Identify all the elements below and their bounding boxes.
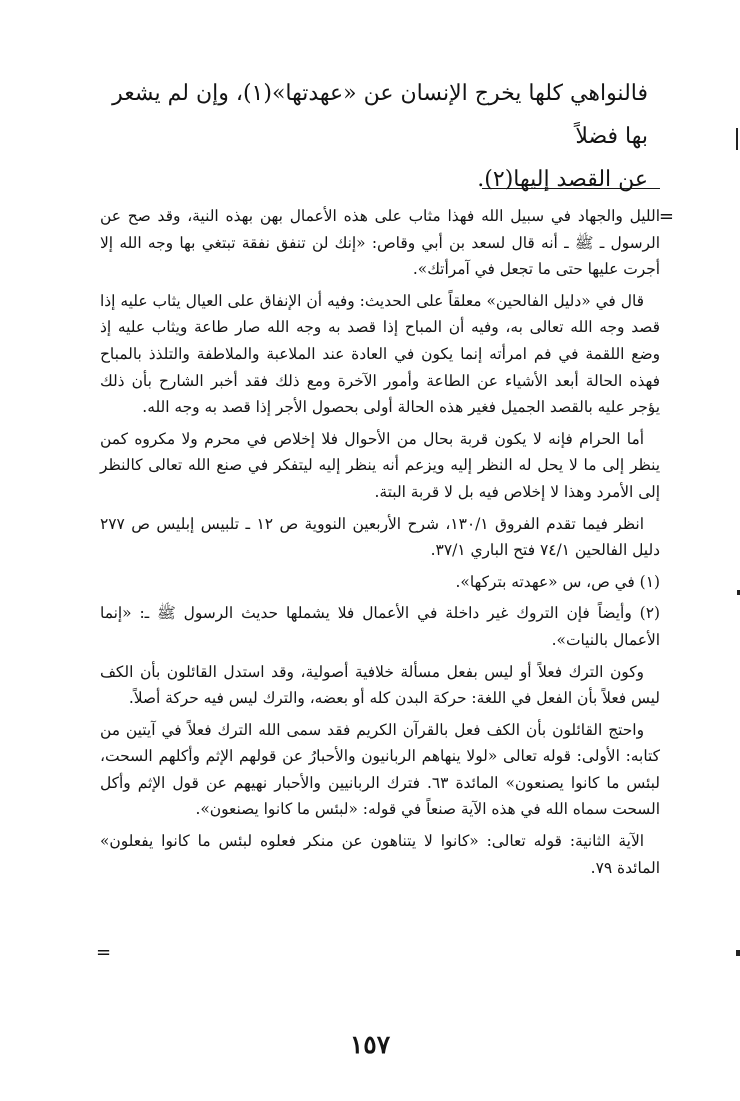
main-text-line-1: فالنواهي كلها يخرج الإنسان عن «عهدتها»(١)، وإن لم يشعر بها فضلاً <box>112 81 648 149</box>
footnote-continuation: الليل والجهاد في سبيل الله فهذا مثاب على هذه الأعمال بهن بهذه النية، وقد صح عن الرسول ـ ﷺ ـ أنه قال لسعد بن أبي وقاص: «إنك لن تنفق نفقة تبتغي بها وجه الله إلا أجرت عليها حتى ما تجعل في آمرأتك». <box>100 207 660 279</box>
footnote-separator <box>482 188 660 189</box>
footnote-2-second-verse: الآية الثانية: قوله تعالى: «كانوا لا يتناهون عن منكر فعلوه لبئس ما كانوا يفعلون» المائدة ٧٩. <box>100 832 660 877</box>
main-text-line-2: عن القصد إليها(٢). <box>477 167 648 192</box>
footnote-2-ihtajja-paragraph: واحتج القائلون بأن الكف فعل بالقرآن الكريم فقد سمى الله الترك فعلاً في آيتين من كتابه: الأولى: قوله تعالى «لولا ينهاهم الربانيون والأحبارُ عن قولهم الإثم وأكلهم السحت، لبئس ما كانوا يصنعون» المائدة ٦٣. فترك الربانيين والأحبار نهيهم عن قول الإثم وأكل السحت سماه الله في هذه الآية صنعاً في قوله: «لبئس ما كانوا يصنعون». <box>100 720 660 819</box>
footnotes-area <box>100 203 660 886</box>
footnote-dalil-paragraph: قال في «دليل الفالحين» معلقاً على الحديث: وفيه أن الإنفاق على العيال يثاب عليه إذا قصد وجه الله تعالى به، وفيه أن المباح إذا قصد به وجه الله صار طاعة ويثاب عليه إذ وضع اللقمة في فم امرأته إنما يكون في العادة عند الملاعبة والملاطفة والتلذذ بالمباح فهذه الحالة أبعد الأشياء عن الطاعة وأمور الآخرة ومع ذلك فقد أخبر الشارح بأن ذلك يؤجر عليه بالقصد الجميل فغير هذه الحالة أولى بحصول الأجر إذا قصد به وجه الله. <box>100 291 660 417</box>
footnote-2: (٢) وأيضاً فإن التروك غير داخلة في الأعمال فلا يشملها حديث الرسول ﷺ ـ: «إنما الأعمال بالنيات». <box>100 604 660 649</box>
page-edge-mark-right <box>736 128 738 150</box>
page-edge-mark-dot-2 <box>736 950 740 956</box>
footnote-1: (١) في ص، س «عهدته بتركها». <box>455 572 660 591</box>
main-body-text <box>85 72 648 201</box>
continuation-marker: = <box>658 206 674 227</box>
end-continuation-marker: = <box>96 942 112 963</box>
footnote-2-kaff-paragraph: وكون الترك فعلاً أو ليس بفعل مسألة خلافية أصولية، وقد استدل القائلون بأن الكف ليس فعلاً بأن الفعل في اللغة: حركة البدن كله أو بعضه، والترك ليس فيه حركة أصلاً. <box>100 662 660 708</box>
footnote-haram-paragraph: أما الحرام فإنه لا يكون قربة بحال من الأحوال فلا إخلاص في محرم ولا مكروه كمن ينظر إلى ما لا يحل له النظر إليه ويزعم أنه ينظر إليه ليتفكر في صنع الله تعالى كالنظر إلى الأمرد وهذا لا إخلاص فيه بل لا قربة البتة. <box>100 429 660 501</box>
footnote-references: انظر فيما تقدم الفروق ١٣٠/١، شرح الأربعين النووية ص ١٢ ـ تلبيس إبليس ص ٢٧٧ دليل الفالحين ٧٤/١ فتح الباري ٣٧/١. <box>100 514 660 560</box>
page-number: ١٥٧ <box>349 1030 391 1059</box>
